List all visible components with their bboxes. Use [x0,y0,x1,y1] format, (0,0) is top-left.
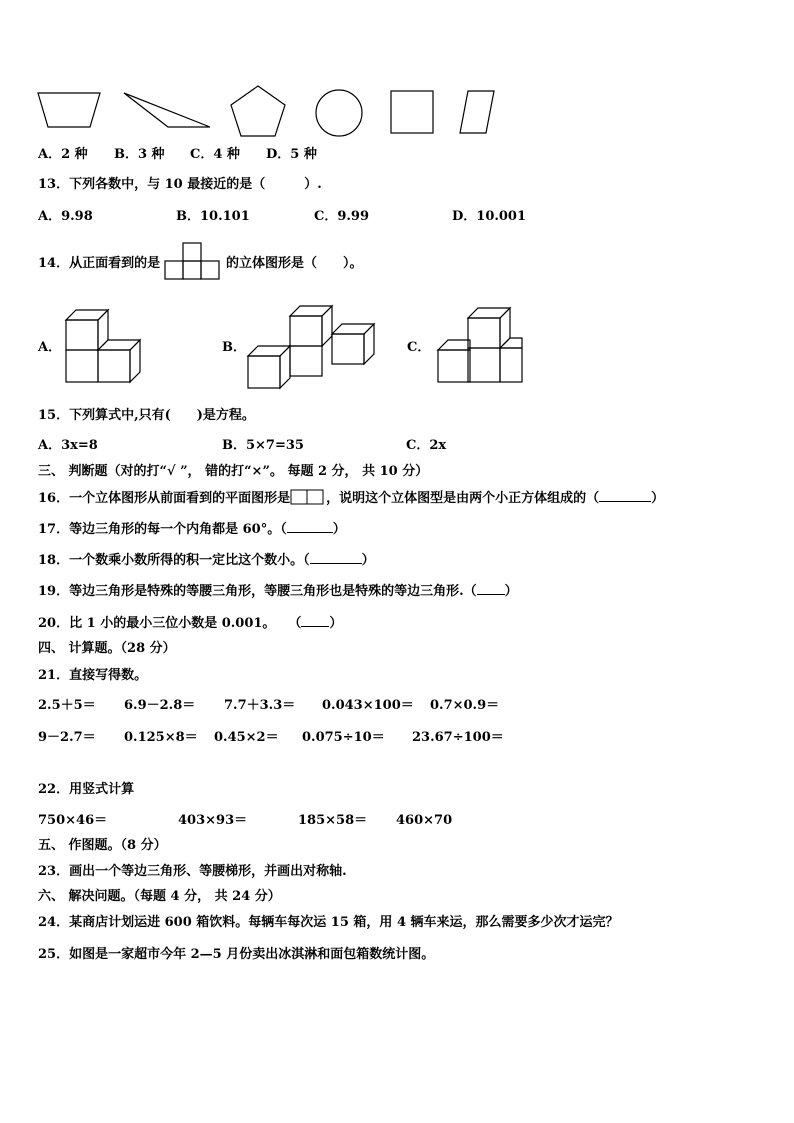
q12-option-b: B．3 种 [114,147,165,162]
q22-item: 185×58＝ [298,813,368,828]
q14-option-c-cubes [436,306,526,386]
q15-option-c: C．2x [406,438,447,453]
q18-answer-blank[interactable] [310,551,362,564]
q12-option-a: A．2 种 [38,147,88,162]
q16-text-after: ，说明这个立体图型是由两个小正方体组成的（ [326,491,600,506]
q12-option-c: C．4 种 [190,147,240,162]
q20-text: 20．比 1 小的最小三位小数是 0.001。 （ [38,616,302,631]
q18-text: 18．一个数乘小数所得的积一定比这个数小。（ [38,553,310,568]
q14-option-a-cubes [64,308,148,386]
square-shape [389,89,435,135]
q14-option-c: C． [407,340,431,355]
q22-stem: 22．用竖式计算 [38,782,135,797]
q22-item: 750×46＝ [38,813,108,828]
q15-option-b: B．5×7=35 [222,438,304,453]
section6-heading: 六、 解决问题。（每题 4 分， 共 24 分） [38,889,281,904]
section4-heading: 四、 计算题。（28 分） [38,641,176,656]
q17-text: 17．等边三角形的每一个内角都是 60°。（ [38,522,287,537]
q21-row1-item: 6.9－2.8＝ [124,698,196,713]
q22-item: 403×93＝ [178,813,248,828]
q21-row1-item: 7.7＋3.3＝ [224,698,296,713]
pentagon-shape [228,84,288,138]
q20-close-paren: ） [329,616,343,631]
q18-close-paren: ） [361,553,375,568]
q22-item: 460×70 [396,813,453,828]
q14-option-b-cubes [246,302,376,392]
q21-row1-item: 0.043×100＝ [322,698,414,713]
q21-row2-item: 9－2.7＝ [38,730,96,745]
q18-line [38,551,375,569]
q14-option-a: A． [38,340,62,355]
q14-stem-before: 14．从正面看到的是 [38,256,161,271]
q15-stem: 15．下列算式中,只有( )是方程。 [38,408,255,423]
q13-option-c: C．9.99 [314,209,370,224]
q21-row2-item: 0.45×2＝ [214,730,279,745]
q17-line [38,520,346,538]
circle-shape [314,88,366,138]
obtuse-triangle-shape [122,90,214,130]
section3-heading: 三、 判断题（对的打“√ ”， 错的打“×”。 每题 2 分， 共 10 分） [38,464,429,479]
q13-option-a: A．9.98 [38,209,93,224]
q21-row2-item: 0.125×8＝ [124,730,198,745]
q12-option-d: D．5 种 [266,147,317,162]
q21-row1-item: 2.5＋5＝ [38,698,96,713]
q13-option-d: D．10.001 [452,209,527,224]
q25-text: 25．如图是一家超市今年 2—5 月份卖出冰淇淋和面包箱数统计图。 [38,947,435,962]
q14-stem-after: 的立体图形是（ ）。 [226,256,363,271]
q21-stem: 21．直接写得数。 [38,668,148,683]
q17-answer-blank[interactable] [287,520,333,533]
q16-close-paren: ） [651,491,665,506]
parallelogram-shape [456,89,498,135]
q13-stem: 13．下列各数中，与 10 最接近的是（ ）. [38,177,322,192]
q20-answer-blank[interactable] [301,614,329,627]
q19-text: 19．等边三角形是特殊的等腰三角形，等腰三角形也是特殊的等边三角形.（ [38,584,477,599]
q19-close-paren: ） [504,584,518,599]
q21-row2-item: 23.67÷100＝ [412,730,504,745]
q21-row1-item: 0.7×0.9＝ [430,698,500,713]
q21-row2-item: 0.075÷10＝ [302,730,385,745]
two-squares-figure [290,489,326,505]
q23-text: 23．画出一个等边三角形、等腰梯形，并画出对称轴. [38,864,347,879]
q16-text-before: 16．一个立体图形从前面看到的平面图形是 [38,491,291,506]
trapezoid-shape [36,90,102,130]
q15-option-a: A．3x=8 [38,438,98,453]
section5-heading: 五、 作图题。（8 分） [38,838,167,853]
q20-line [38,614,342,632]
front-view-figure [164,242,222,282]
q19-line [38,582,518,600]
q19-answer-blank[interactable] [477,582,505,595]
q16-answer-blank[interactable] [599,489,651,502]
q17-close-paren: ） [332,522,346,537]
q24-text: 24．某商店计划运进 600 箱饮料。每辆车每次运 15 箱，用 4 辆车来运，那么需要多少次才运完？ [38,915,619,930]
q16-line [38,489,664,507]
q13-option-b: B．10.101 [176,209,250,224]
q14-option-b: B． [222,340,246,355]
